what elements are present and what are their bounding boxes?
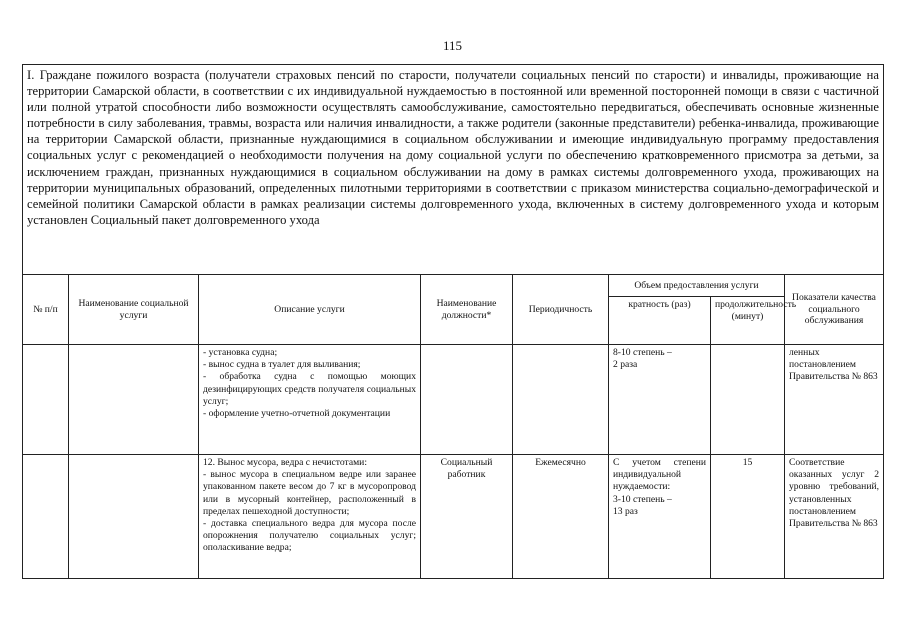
cell-position: [421, 345, 513, 455]
cell-quality: Соответствие оказанных услуг 2 уровню требований, установленных постановлением Правительства № 863: [785, 455, 884, 579]
intro-row: [23, 65, 884, 275]
cell-service-name: [69, 345, 199, 455]
header-quality: Показатели качества социального обслуживания: [785, 275, 884, 345]
cell-description: 12. Вынос мусора, ведра с нечистотами: - вынос мусора в специальном ведре или заранее упакованном пакете весом до 7 кг в мусоропровод или в мусорный контейнер, расположенный в пределах пешеходной доступности; - доставка специального ведра для мусора после опорожнения получателю социальных услуг; ополаскивание ведра;: [199, 455, 421, 579]
header-description: Описание услуги: [199, 275, 421, 345]
cell-frequency: 8-10 степень – 2 раза: [609, 345, 711, 455]
header-duration: продолжительность (минут): [711, 297, 785, 345]
cell-num: [23, 345, 69, 455]
table-row: [23, 345, 884, 455]
header-service-name: Наименование социальной услуги: [69, 275, 199, 345]
header-periodicity: Периодичность: [513, 275, 609, 345]
cell-duration: [711, 345, 785, 455]
cell-quality: ленных постановлением Правительства № 863: [785, 345, 884, 455]
page-number: 115: [442, 38, 463, 53]
table-row: [23, 455, 884, 579]
cell-periodicity: [513, 345, 609, 455]
cell-duration: 15: [711, 455, 785, 579]
cell-periodicity: Ежемесячно: [513, 455, 609, 579]
header-num: № п/п: [23, 275, 69, 345]
cell-service-name: [69, 455, 199, 579]
intro-paragraph: I. Граждане пожилого возраста (получатели страховых пенсий по старости, получатели социальных пенсий по старости) и инвалиды, проживающие на территории Самарской области, в соответствии с их индивидуальной нуждаемостью в постоянной или временной посторонней помощи в связи с частичной или полной утратой способности либо возможности осуществлять самообслуживание, самостоятельно передвигаться, обеспечивать основные жизненные потребности в силу заболевания, травмы, возраста или наличия инвалидности, а также родители (законные представители) ребенка-инвалида, проживающие на территории Самарской области, признанные нуждающимися в социальном обслуживании и имеющие индивидуальную программу предоставления социальных услуг с рекомендацией о необходимости получения на дому социальной услуги по обеспечению кратковременного присмотра за детьми, за исключением граждан, признанных нуждающимися в социальном обслуживании на дому в рамках системы долговременного ухода, проживающих на территории муниципальных образований, определенных пилотными территориями в соответствии с приказом министерства социально-демографической и семейной политики Самарской области в рамках реализации системы долговременного ухода, включенных в систему долговременного ухода и которым установлен Социальный пакет долговременного ухода: [23, 65, 884, 275]
header-position: Наименование должности*: [421, 275, 513, 345]
header-volume-group: Объем предоставления услуги: [609, 275, 785, 297]
cell-frequency: С учетом степени индивидуальной нуждаемости: 3-10 степень – 13 раз: [609, 455, 711, 579]
header-row: [23, 275, 884, 297]
cell-num: [23, 455, 69, 579]
cell-position: Социальный работник: [421, 455, 513, 579]
services-table: [22, 64, 884, 579]
cell-description: - установка судна; - вынос судна в туалет для выливания; - обработка судна с помощью моющих дезинфицирующих средств получателя социальных услуг; - оформление учетно-отчетной документации: [199, 345, 421, 455]
header-frequency: кратность (раз): [609, 297, 711, 345]
